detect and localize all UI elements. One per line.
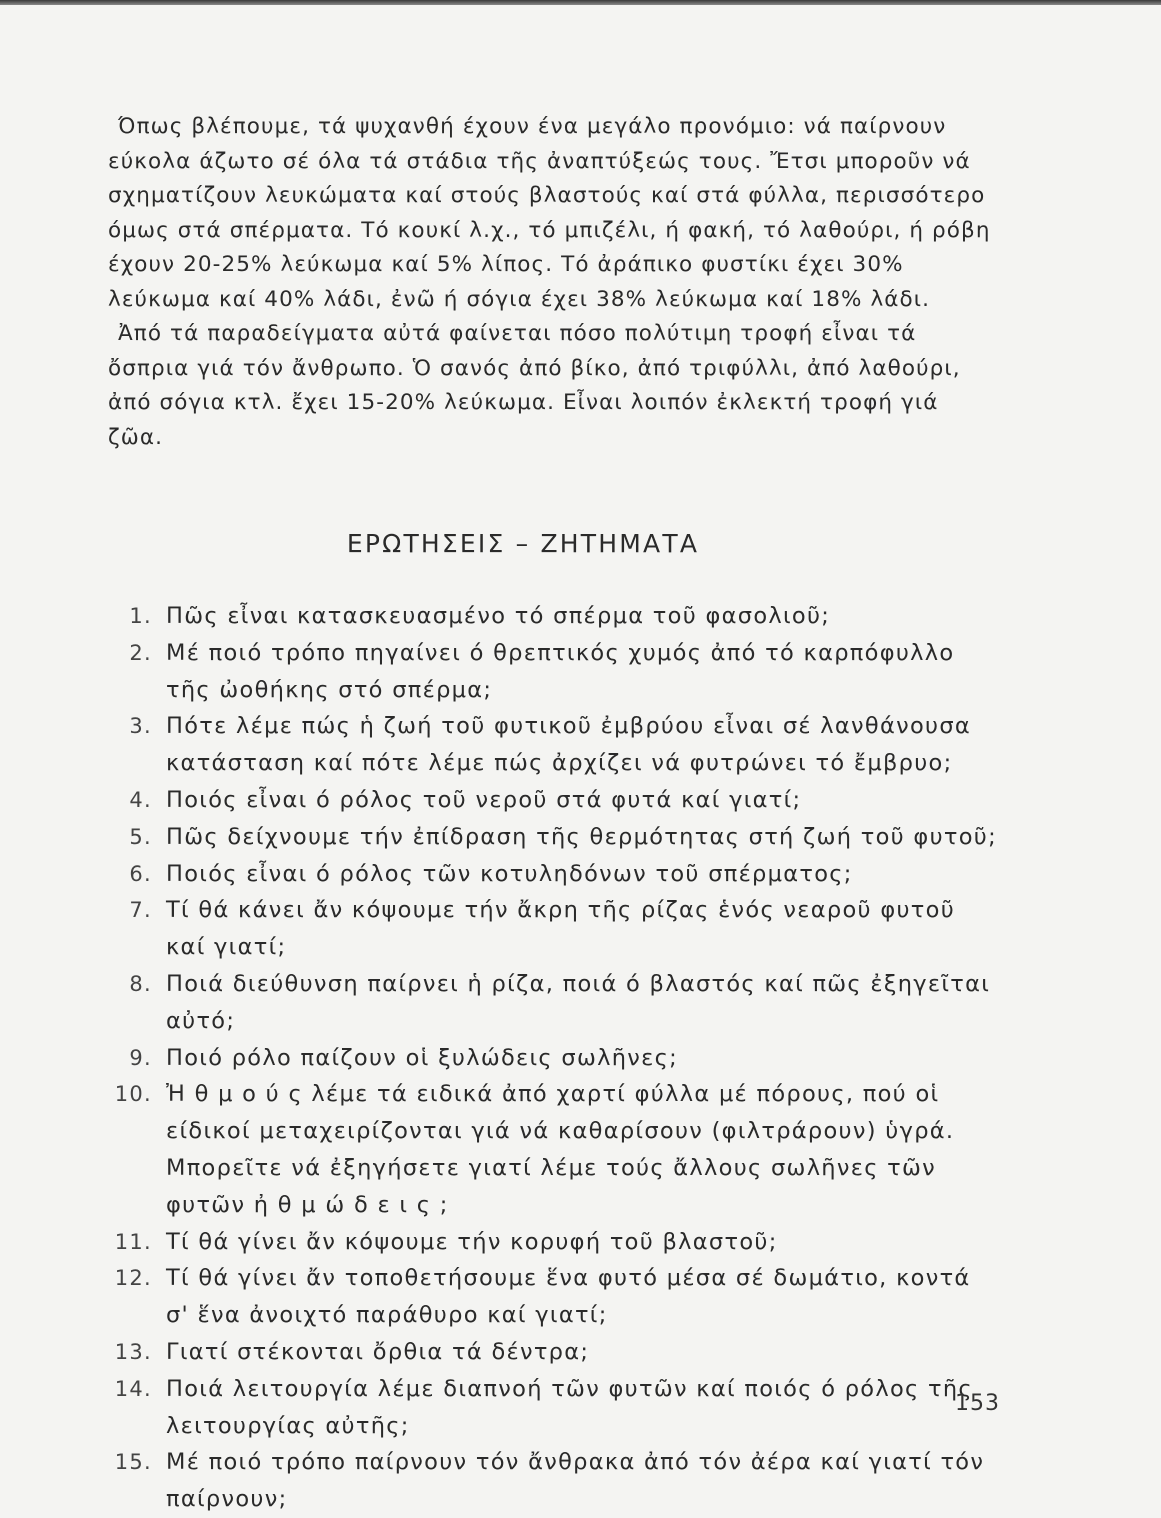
- section-title: ΕΡΩΤΗΣΕΙΣ – ΖΗΤΗΜΑΤΑ: [346, 529, 700, 558]
- question-item: [108, 819, 998, 856]
- question-text: Ποιά λειτουργία λέμε διαπνοή τῶν φυτῶν καί ποιός ό ρόλος τῆς λειτουργίας αὐτῆς;: [166, 1375, 973, 1439]
- questions-list: [108, 598, 998, 1518]
- intro-section: [108, 110, 998, 455]
- question-item: [108, 635, 998, 709]
- question-text: Γιατί στέκονται ὄρθια τά δέντρα;: [166, 1338, 590, 1365]
- question-number: 9.: [129, 1045, 152, 1070]
- question-text: Μέ ποιό τρόπο πηγαίνει ό θρεπτικός χυμός ἀπό τό καρπόφυλλο τῆς ὠοθήκης στό σπέρμα;: [166, 639, 955, 703]
- question-text: Τί θά γίνει ἄν κόψουμε τήν κορυφή τοῦ βλαστοῦ;: [166, 1228, 778, 1255]
- question-number: 13.: [114, 1339, 152, 1364]
- question-number: 4.: [129, 787, 152, 812]
- question-text: Πῶς δείχνουμε τήν ἐπίδραση τῆς θερμότητας στή ζωή τοῦ φυτοῦ;: [166, 823, 998, 850]
- question-text: Πότε λέμε πώς ἡ ζωή τοῦ φυτικοῦ ἐμβρύου εἶναι σέ λανθάνουσα κατάσταση καί πότε λέμε πώς ἀρχίζει νά φυτρώνει τό ἔμβρυο;: [166, 713, 972, 777]
- question-text: Ποιός εἶναι ό ρόλος τῶν κοτυληδόνων τοῦ σπέρματος;: [166, 860, 853, 887]
- question-item: [108, 1444, 998, 1518]
- question-item: [108, 782, 998, 819]
- question-text: Τί θά κάνει ἄν κόψουμε τήν ἄκρη τῆς ρίζας ἑνός νεαροῦ φυτοῦ καί γιατί;: [166, 897, 956, 961]
- question-number: 5.: [129, 824, 152, 849]
- question-item: [108, 1076, 998, 1223]
- question-number: 10.: [114, 1082, 152, 1107]
- question-number: 6.: [129, 861, 152, 886]
- intro-paragraph: Όπως βλέπουμε, τά ψυχανθή έχουν ένα μεγάλο προνόμιο: νά παίρνουν εύκολα άζωτο σέ όλα τά στάδια τῆς ἀναπτύξεώς τους. Ἔτσι μποροῦν νά σχηματίζουν λευκώματα καί στούς βλαστούς καί στά φύλλα, περισσότερο όμως στά σπέρματα. Τό κουκί λ.χ., τό μπιζέλι, ή φακή, τό λαθούρι, ή ρόβη έχουν 20-25% λεύκωμα καί 5% λίπος. Τό ἀράπικο φυστίκι έχει 30% λεύκωμα καί 40% λάδι, ἐνῶ ή σόγια έχει 38% λεύκωμα καί 18% λάδι.: [108, 114, 991, 312]
- question-item: [108, 708, 998, 782]
- intro-paragraph: Ἀπό τά παραδείγματα αὐτά φαίνεται πόσο πολύτιμη τροφή εἶναι τά ὄσπρια γιά τόν ἄνθρωπο. Ὁ σανός ἀπό βίκο, ἀπό τριφύλλι, ἀπό λαθούρι, ἀπό σόγια κτλ. ἔχει 15-20% λεύκωμα. Εἶναι λοιπόν ἐκλεκτή τροφή γιά ζῶα.: [108, 321, 961, 450]
- question-item: [108, 1371, 998, 1445]
- question-number: 8.: [129, 971, 152, 996]
- page-top-edge: [0, 0, 1161, 5]
- document-page: [108, 110, 998, 1518]
- question-text: Τί θά γίνει ἄν τοποθετήσουμε ἕνα φυτό μέσα σέ δωμάτιο, κοντά σ' ἕνα ἀνοιχτό παράθυρο καί γιατί;: [166, 1265, 971, 1329]
- question-item: [108, 1260, 998, 1334]
- question-number: 15.: [114, 1450, 152, 1475]
- question-number: 3.: [129, 714, 152, 739]
- question-text: Ἠ θ μ ο ύ ς λέμε τά ειδικά ἀπό χαρτί φύλλα μέ πόρους, πού οἱ είδικοί μεταχειρίζονται γιά νά καθαρίσουν (φιλτράρουν) ὑγρά. Μπορεῖτε νά ἐξηγήσετε γιατί λέμε τούς ἄλλους σωλῆνες τῶν φυτῶν ἠ θ μ ώ δ ε ι ς ;: [166, 1081, 955, 1218]
- question-text: Πῶς εἶναι κατασκευασμένο τό σπέρμα τοῦ φασολιοῦ;: [166, 603, 831, 629]
- question-text: Ποιά διεύθυνση παίρνει ἡ ρίζα, ποιά ό βλαστός καί πῶς ἐξηγεῖται αὐτό;: [166, 970, 991, 1034]
- question-number: 12.: [114, 1266, 152, 1291]
- page-number: 153: [955, 1391, 1000, 1416]
- question-item: [108, 598, 998, 635]
- question-text: Μέ ποιό τρόπο παίρνουν τόν ἄνθρακα ἀπό τόν ἀέρα καί γιατί τόν παίρνουν;: [166, 1449, 985, 1513]
- question-number: 11.: [114, 1229, 152, 1254]
- question-item: [108, 856, 998, 893]
- question-number: 14.: [114, 1376, 152, 1401]
- question-number: 1.: [129, 604, 152, 628]
- question-item: [108, 966, 998, 1040]
- question-item: [108, 1040, 998, 1077]
- question-item: [108, 892, 998, 966]
- question-item: [108, 1334, 998, 1371]
- question-number: 2.: [129, 640, 152, 665]
- question-number: 7.: [129, 898, 152, 923]
- question-text: Ποιός εἶναι ό ρόλος τοῦ νεροῦ στά φυτά καί γιατί;: [166, 786, 802, 813]
- question-text: Ποιό ρόλο παίζουν οἱ ξυλώδεις σωλῆνες;: [166, 1044, 678, 1071]
- question-item: [108, 1224, 998, 1261]
